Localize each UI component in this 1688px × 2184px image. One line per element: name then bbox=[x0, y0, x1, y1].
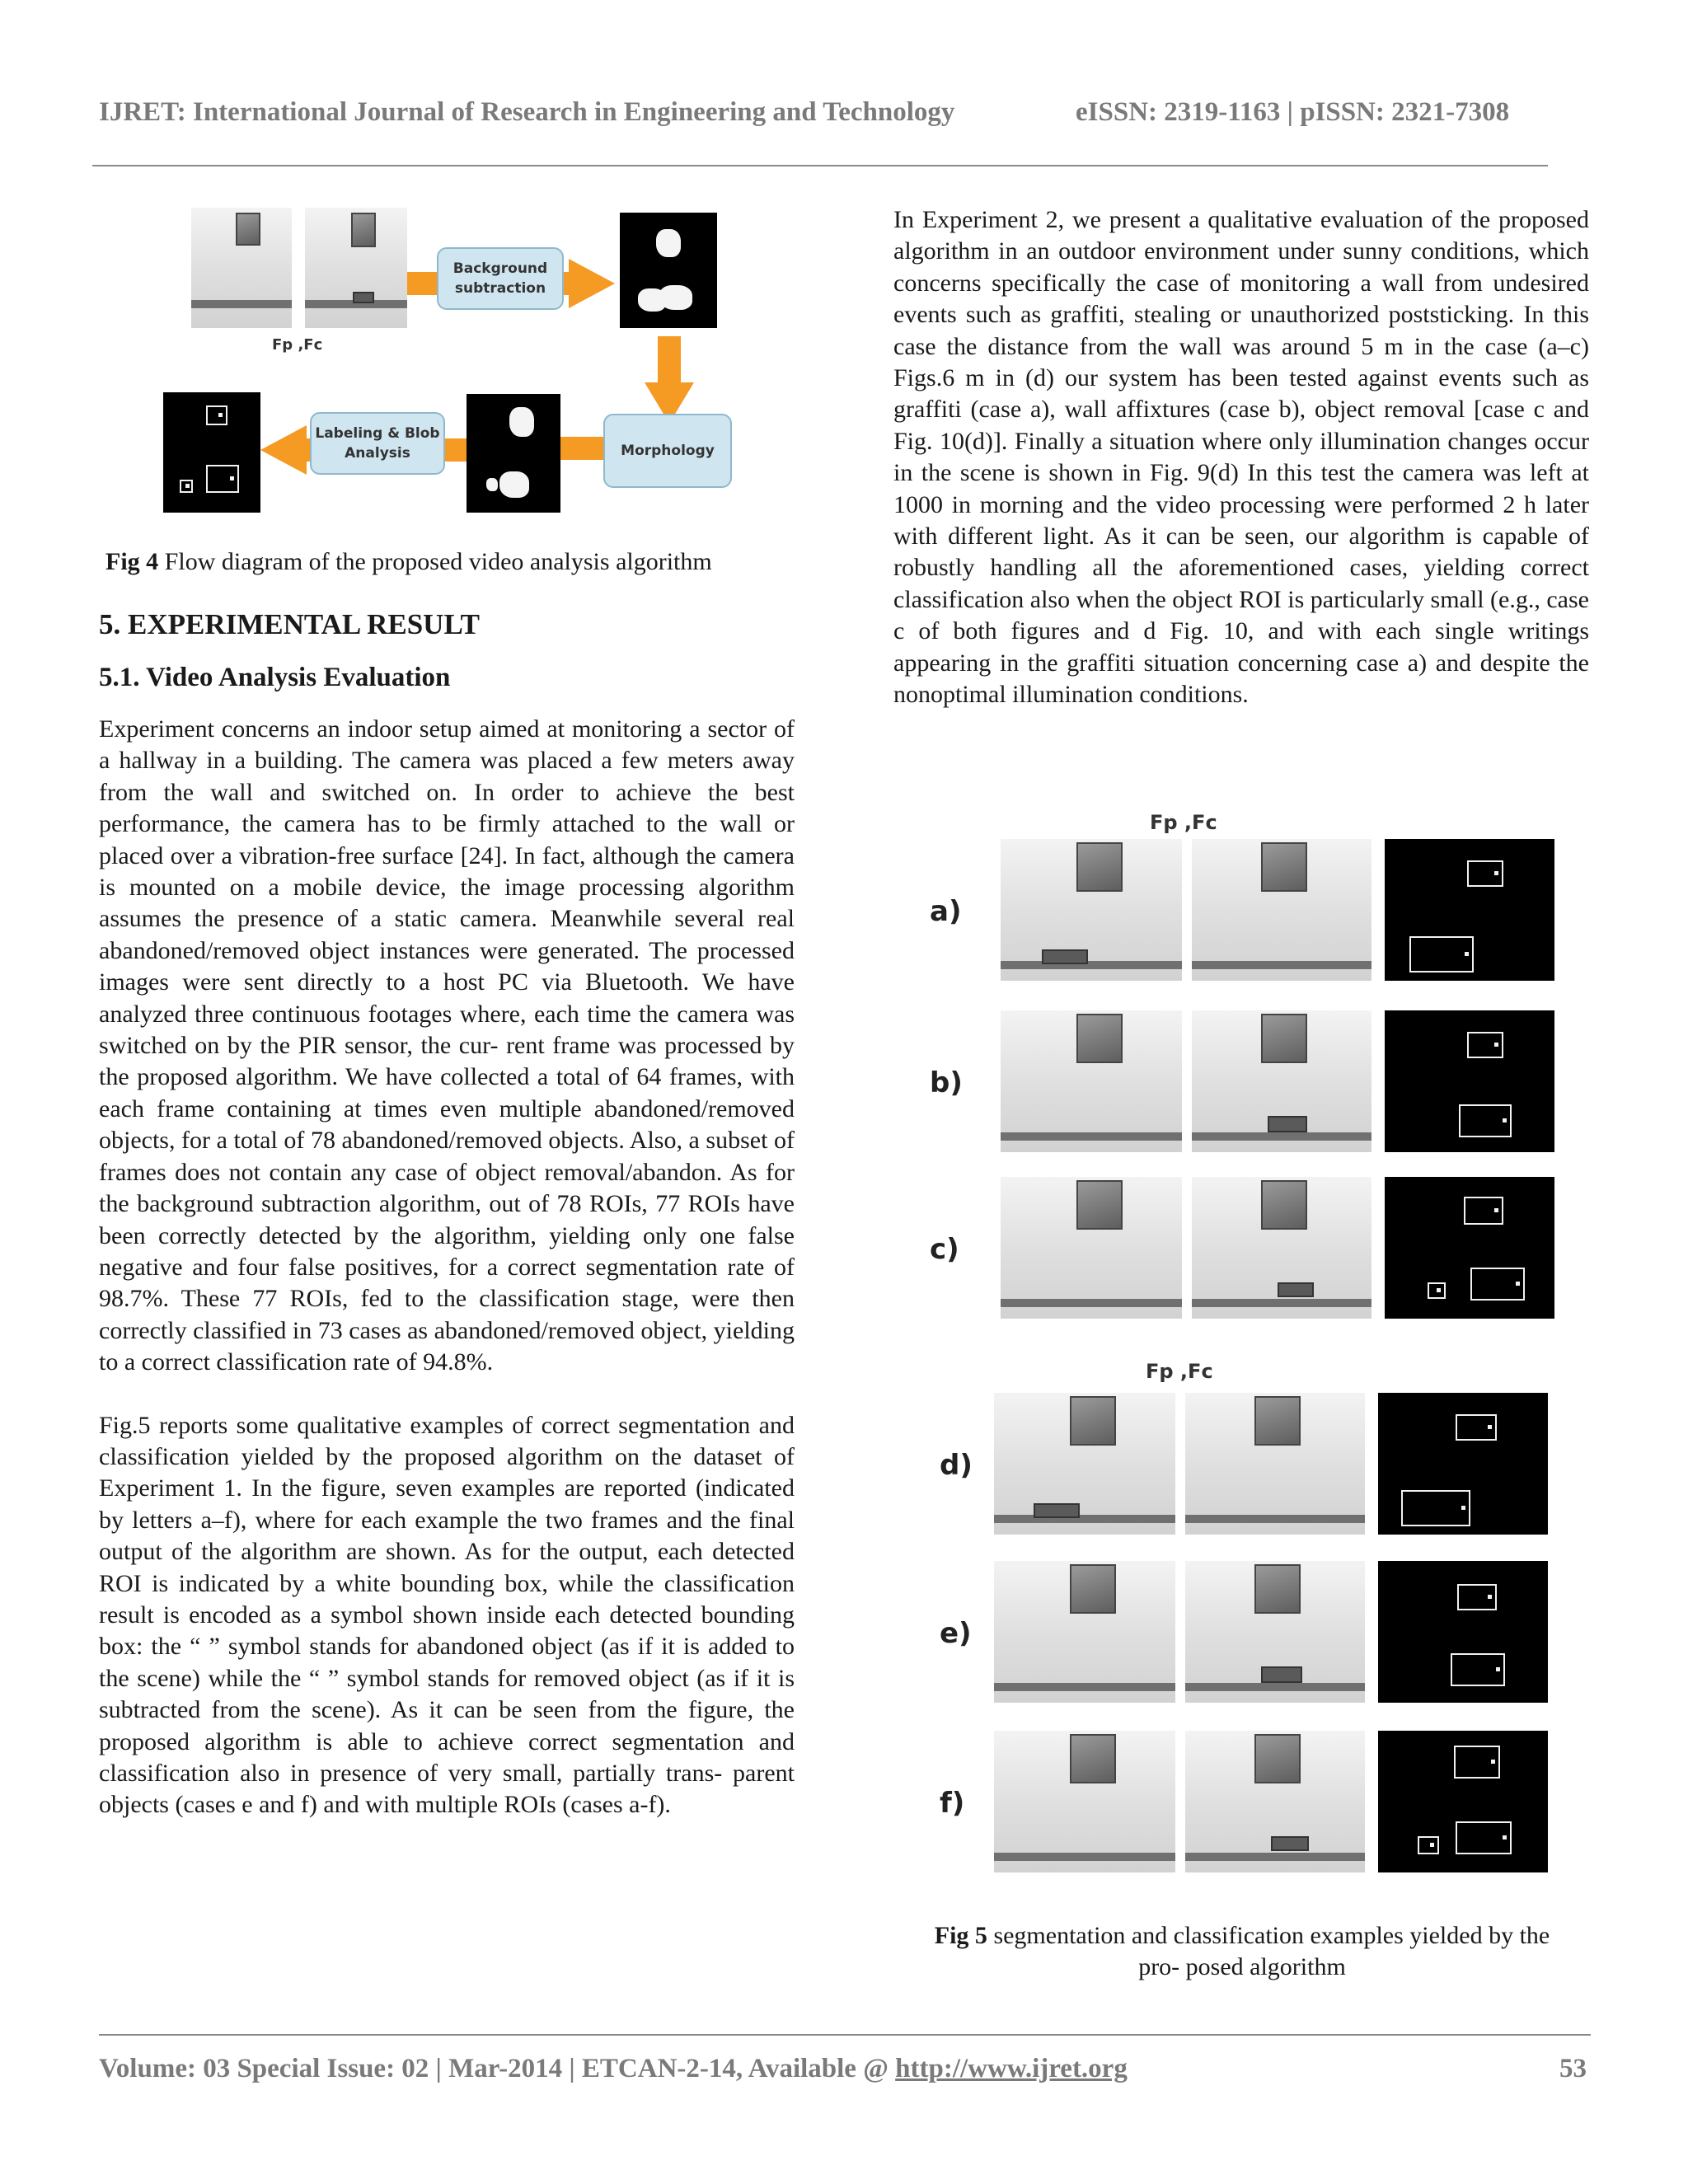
fig4-fpfc-label: Fp ,Fc bbox=[272, 336, 323, 354]
roi-bounding-box bbox=[1451, 1653, 1505, 1686]
fig4-caption-label: Fig 4 bbox=[106, 548, 159, 575]
header-divider bbox=[92, 165, 1548, 166]
footer-volume-text: Volume: 03 Special Issue: 02 | Mar-2014 | ETCAN-2-14, Available @ bbox=[99, 2054, 896, 2083]
left-paragraph-1: Experiment concerns an indoor setup aimed at monitoring a sector of a hallway in a building. The camera was placed a few meters away from the wall and switched on. In order to achieve the best performance, the camera has to be firmly attached to the wall or placed over a vibration-free surface [24]. In fact, although the camera is mounted on a mobile device, the image processing algorithm assumes the presence of a static camera. Meanwhile several real abandoned/removed object instances were generated. The processed images were sent directly to a host PC via Bluetooth. We have analyzed three continuous footages where, each time the camera was switched on by the PIR sensor, the cur- rent frame was processed by the proposed algorithm. We have collected a total of 64 frames, with each frame containing at times even multiple abandoned/removed objects, for a total of 78 abandoned/removed objects. Also, a subset of frames does not contain any case of object removal/abandon. As for the background subtraction algorithm, out of 78 ROIs, 77 ROIs have been correctly detected by the algorithm, yielding only one false negative and four false positives, for a correct segmentation rate of 98.7%. These 77 ROIs, fed to the classification stage, were then correctly classified in 73 cases as abandoned/removed object, yielding to a correct classification rate of 94.8%. bbox=[99, 715, 795, 1376]
fig4-caption bbox=[106, 546, 712, 578]
fig5-caption-label: Fig 5 bbox=[934, 1922, 987, 1949]
fig5-caption bbox=[895, 1920, 1589, 1983]
fig5-previous-frame bbox=[1001, 1010, 1182, 1152]
fig4-arrow-down bbox=[645, 336, 694, 424]
fig5-output-frame bbox=[1385, 1010, 1554, 1152]
fig4-arrow-left-2 bbox=[560, 424, 603, 473]
footer-journal-link[interactable]: http://www.ijret.org bbox=[895, 2054, 1128, 2083]
journal-title: IJRET: International Journal of Research in Engineering and Technology bbox=[99, 97, 955, 127]
fig5-previous-frame bbox=[1001, 839, 1182, 981]
left-column-text bbox=[99, 714, 795, 1821]
fig5-row-label: b) bbox=[930, 1066, 963, 1099]
fig4-frame-previous bbox=[191, 208, 292, 328]
fig5-current-frame bbox=[1192, 1177, 1372, 1319]
fig5-output-frame bbox=[1378, 1731, 1548, 1872]
fig5-caption-text-2: pro- posed algorithm bbox=[1138, 1953, 1346, 1980]
subsection-title: 5.1. Video Analysis Evaluation bbox=[99, 663, 451, 692]
footer-volume bbox=[99, 2054, 1128, 2084]
fig5-row-label: d) bbox=[940, 1449, 973, 1482]
roi-bounding-box bbox=[1454, 1746, 1500, 1779]
right-column-text bbox=[893, 204, 1589, 711]
roi-bounding-box bbox=[1409, 936, 1474, 972]
fig5-previous-frame bbox=[1001, 1177, 1182, 1319]
morphology-box: Morphology bbox=[603, 414, 732, 488]
background-subtraction-box: Background subtraction bbox=[437, 247, 564, 310]
roi-bounding-box bbox=[1470, 1268, 1525, 1301]
fig5-previous-frame bbox=[994, 1731, 1175, 1872]
fig4-morphology-result bbox=[467, 394, 560, 513]
labeling-blob-analysis-box: Labeling & Blob Analysis bbox=[310, 412, 445, 475]
fig5-row-label: e) bbox=[940, 1617, 972, 1650]
fig5-fpfc-label-top: Fp ,Fc bbox=[1150, 811, 1217, 834]
footer-divider bbox=[99, 2034, 1591, 2036]
fig5-output-frame bbox=[1385, 839, 1554, 981]
roi-bounding-box bbox=[1467, 1032, 1503, 1058]
fig5-caption-text: segmentation and classification examples yielded by the bbox=[987, 1922, 1550, 1949]
fig5-row-label: c) bbox=[930, 1233, 959, 1266]
fig5-row-label: f) bbox=[940, 1787, 965, 1820]
journal-issn: eISSN: 2319-1163 | pISSN: 2321-7308 bbox=[1076, 97, 1510, 127]
fig5-current-frame bbox=[1185, 1393, 1365, 1535]
section-title: 5. EXPERIMENTAL RESULT bbox=[99, 608, 480, 640]
roi-bounding-box bbox=[1418, 1836, 1439, 1854]
fig5-output-frame bbox=[1378, 1561, 1548, 1703]
fig5-previous-frame bbox=[994, 1393, 1175, 1535]
fig4-subtraction-result bbox=[620, 213, 717, 328]
roi-bounding-box bbox=[1464, 1197, 1503, 1225]
fig5-previous-frame bbox=[994, 1561, 1175, 1703]
fig5-current-frame bbox=[1185, 1561, 1365, 1703]
fig5-current-frame bbox=[1192, 839, 1372, 981]
left-paragraph-2: Fig.5 reports some qualitative examples of correct segmentation and classification yielded by the proposed algorithm on the dataset of Experiment 1. In the figure, seven examples are reported (indicated by letters a–f), where for each example the two frames and the final output of the algorithm are shown. As for the output, each detected ROI is indicated by a white bounding box, while the classification result is encoded as a symbol shown inside each detected bounding box: the “ ” symbol stands for abandoned object (as if it is added to the scene) while the “ ” symbol stands for removed object (as if it is subtracted from the scene). As it can be seen from the figure, the proposed algorithm is able to achieve correct segmentation and classification also in presence of very small, partially trans- parent objects (cases e and f) and with multiple ROIs (cases a-f). bbox=[99, 1411, 795, 1819]
fig5-current-frame bbox=[1185, 1731, 1365, 1872]
fig5-fpfc-label-middle: Fp ,Fc bbox=[1146, 1360, 1213, 1383]
roi-bounding-box bbox=[1456, 1414, 1497, 1441]
fig5-row-label: a) bbox=[930, 895, 962, 928]
fig5-output-frame bbox=[1385, 1177, 1554, 1319]
fig4-caption-text: Flow diagram of the proposed video analysis algorithm bbox=[158, 548, 712, 575]
roi-bounding-box bbox=[1457, 1584, 1497, 1610]
right-paragraph-1: In Experiment 2, we present a qualitative evaluation of the proposed algorithm in an outdoor environment under sunny conditions, which concerns specifically the case of monitoring a wall from undesired events such as graffiti, stealing or unauthorized poststicking. In this case the distance from the wall was around 5 m in the case (a–c) Figs.6 m in (d) our system has been tested against events such as graffiti (case a), wall affixtures (case b), object removal [case c and Fig. 10(d)]. Finally a situation where only illumination changes occur in the scene is shown in Fig. 9(d) In this test the camera was left at 1000 in morning and the video processing were performed 2 h later with different light. As it can be seen, our algorithm is capable of robustly handling all the aforementioned cases, yielding correct classification also when the object ROI is particularly small (e.g., case c of both figures and d Fig. 10, and with each single writings appearing in the graffiti situation concerning case a) and despite the nonoptimal illumination conditions. bbox=[893, 206, 1589, 709]
roi-bounding-box bbox=[1456, 1821, 1512, 1854]
fig4-final-output bbox=[163, 392, 260, 513]
roi-bounding-box bbox=[1428, 1282, 1446, 1299]
roi-bounding-box bbox=[1459, 1104, 1512, 1137]
fig5-current-frame bbox=[1192, 1010, 1372, 1152]
roi-bounding-box bbox=[1401, 1490, 1470, 1526]
fig5-output-frame bbox=[1378, 1393, 1548, 1535]
page-number: 53 bbox=[1559, 2054, 1587, 2083]
fig4-frame-current bbox=[305, 208, 407, 328]
roi-bounding-box bbox=[1467, 860, 1503, 887]
